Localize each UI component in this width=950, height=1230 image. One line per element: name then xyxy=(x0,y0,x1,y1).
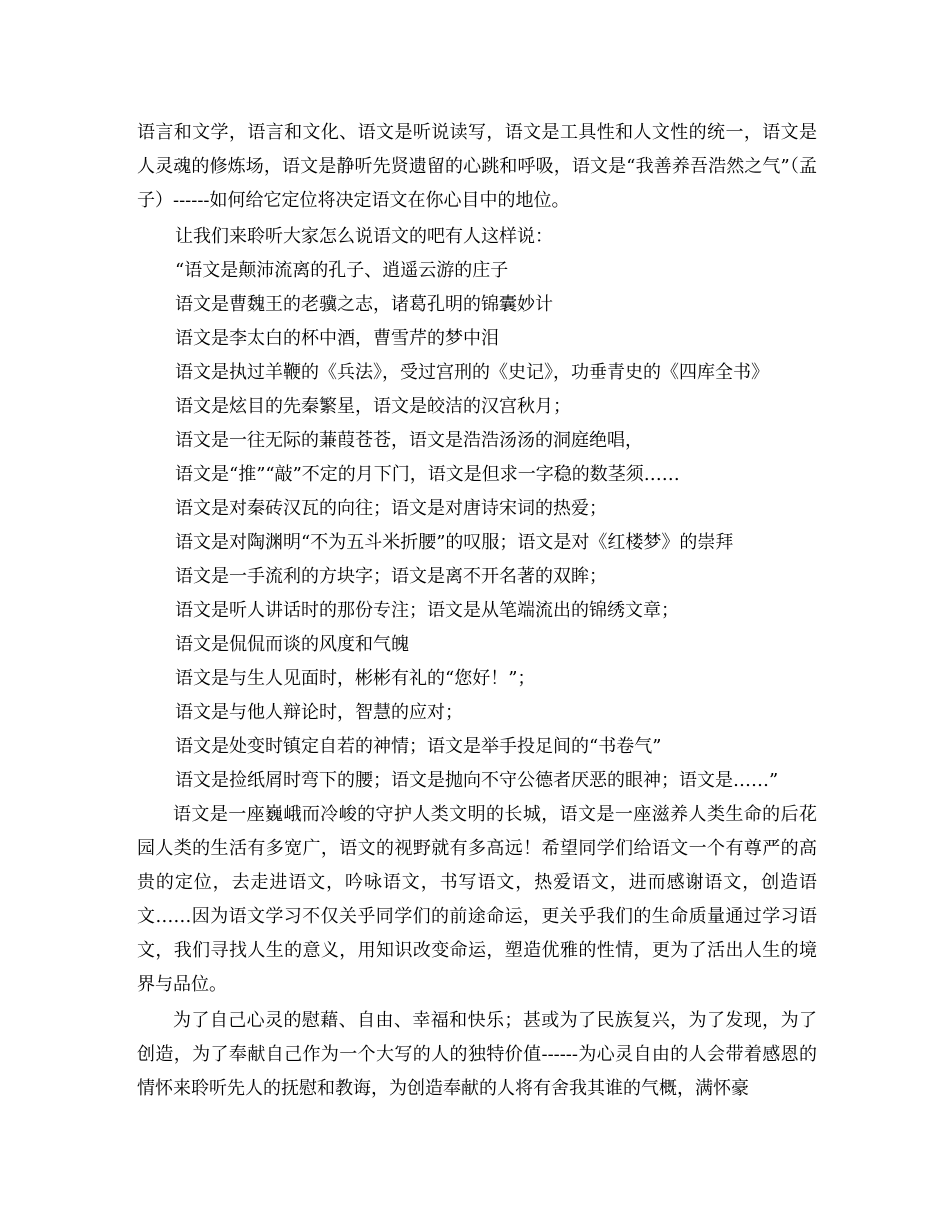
quote-line-14: 语文是与他人辩论时，智慧的应对； xyxy=(175,702,463,723)
quote-line-11: 语文是听人讲话时的那份专注；语文是从笔端流出的锦绣文章； xyxy=(175,600,679,621)
paragraph-purpose: 为了自己心灵的慰藉、自由、幸福和快乐；甚或为了民族复兴，为了发现，为了创造，为了奉献自己作为一个大写的人的独特价值------为心灵自由的人会带着感恩的情怀来聆听先人的抚慰和教诲，为创造奉献的人将有舍我其谁的气概，满怀豪 xyxy=(137,1010,817,1099)
quote-line-13: 语文是与生人见面时，彬彬有礼的“您好！”； xyxy=(175,668,536,689)
paragraph-intro: 语言和文学，语言和文化、语文是听说读写，语文是工具性和人文性的统一，语文是人灵魂的修炼场，语文是静听先贤遗留的心跳和呼吸，语文是“我善养吾浩然之气”（孟子）------如何给它定位将决定语文在你心目中的地位。 xyxy=(137,122,817,211)
quote-line-2: 语文是曹魏王的老骥之志，诸葛孔明的锦囊妙计 xyxy=(175,294,553,315)
paragraph-lead-in: 让我们来聆听大家怎么说语文的吧有人这样说： xyxy=(175,226,553,247)
quote-line-15: 语文是处变时镇定自若的神情；语文是举手投足间的“书卷气” xyxy=(175,736,662,757)
quote-line-9: 语文是对陶渊明“不为五斗米折腰”的叹服；语文是对《红楼梦》的崇拜 xyxy=(175,532,734,553)
quote-line-1: “语文是颠沛流离的孔子、逍遥云游的庄子 xyxy=(175,260,509,281)
quote-line-12: 语文是侃侃而谈的风度和气魄 xyxy=(175,634,409,655)
paragraph-great-wall: 语文是一座巍峨而冷峻的守护人类文明的长城，语文是一座滋养人类生命的后花园人类的生活有多宽广，语文的视野就有多高远！希望同学们给语文一个有尊严的高贵的定位，去走进语文，吟咏语文，书写语文，热爱语文，进而感谢语文，创造语文……因为语文学习不仅关乎同学们的前途命运，更关乎我们的生命质量通过学习语文，我们寻找人生的意义，用知识改变命运，塑造优雅的性情，更为了活出人生的境界与品位。 xyxy=(137,804,817,995)
quote-line-6: 语文是一往无际的蒹葭苍苍，语文是浩浩汤汤的洞庭绝唱， xyxy=(175,430,643,451)
quote-line-7: 语文是“推”“敲”不定的月下门，语文是但求一字稳的数茎须…… xyxy=(175,464,680,485)
quote-line-8: 语文是对秦砖汉瓦的向往；语文是对唐诗宋词的热爱； xyxy=(175,498,607,519)
quote-line-16: 语文是捡纸屑时弯下的腰；语文是抛向不守公德者厌恶的眼神；语文是……” xyxy=(175,770,779,791)
quote-line-5: 语文是炫目的先秦繁星，语文是皎洁的汉宫秋月； xyxy=(175,396,571,417)
quote-line-10: 语文是一手流利的方块字；语文是离不开名著的双眸； xyxy=(175,566,607,587)
quote-line-4: 语文是执过羊鞭的《兵法》，受过宫刑的《史记》，功垂青史的《四库全书》 xyxy=(175,362,769,383)
quote-line-3: 语文是李太白的杯中酒，曹雪芹的梦中泪 xyxy=(175,328,499,349)
